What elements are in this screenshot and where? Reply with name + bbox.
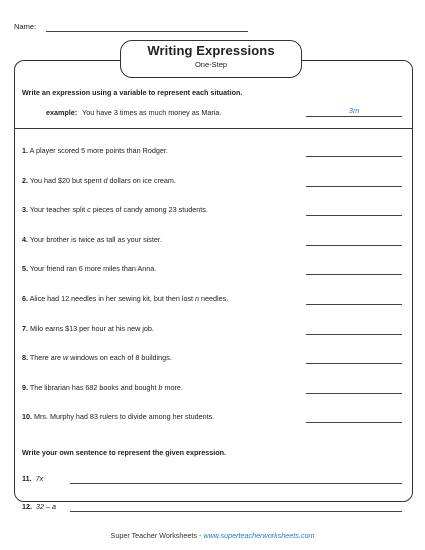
question-9	[22, 383, 183, 392]
question-2	[22, 176, 176, 185]
example-answer-line	[306, 116, 402, 117]
question-variable: b	[158, 382, 163, 392]
answer-line-5[interactable]	[306, 274, 402, 275]
question-text-pre: Milo earns $13 per hour at his new job.	[30, 323, 154, 333]
answer-line-4[interactable]	[306, 245, 402, 246]
question-text-post: more.	[162, 382, 183, 392]
expression-item-11	[22, 474, 43, 483]
question-text-pre: A player scored 5 more points than Rodger.	[29, 146, 168, 155]
question-text-pre: Alice had 12 needles in her sewing kit, but then lost	[29, 294, 196, 303]
name-label: Name:	[14, 22, 37, 31]
answer-line-10[interactable]	[306, 422, 402, 423]
answer-line-3[interactable]	[306, 215, 402, 216]
question-number: 9.	[22, 382, 28, 392]
item-expression: 32 – a	[36, 502, 56, 511]
answer-line-7[interactable]	[306, 334, 402, 335]
page-title: Writing Expressions	[147, 43, 275, 58]
question-number: 7.	[22, 323, 28, 333]
question-text-pre: Mrs. Murphy had 83 rulers to divide among her students.	[34, 412, 215, 422]
name-field[interactable]	[46, 31, 248, 32]
question-text-post: pieces of candy among 23 students.	[90, 205, 208, 215]
expression-item-12	[22, 502, 56, 511]
question-8	[22, 353, 172, 362]
answer-line-6[interactable]	[306, 304, 402, 305]
question-7	[22, 324, 154, 333]
footer	[0, 531, 425, 540]
question-text-post: windows on each of 8 buildings.	[68, 353, 172, 363]
question-text-pre: There are	[29, 353, 64, 363]
question-6	[22, 294, 228, 303]
question-text-pre: Your friend ran 6 more miles than Anna.	[29, 264, 157, 274]
answer-line-2[interactable]	[306, 186, 402, 187]
worksheet-frame	[14, 60, 413, 502]
question-4	[22, 235, 162, 244]
question-text-post: dollars on ice cream.	[107, 175, 176, 185]
question-number: 3.	[22, 205, 28, 215]
answer-line-9[interactable]	[306, 393, 402, 394]
section-divider	[14, 128, 413, 129]
question-variable: d	[103, 175, 108, 185]
sentence-line-12[interactable]	[70, 511, 402, 512]
question-variable: c	[87, 205, 91, 215]
question-text-pre: Your brother is twice as tall as your sister.	[29, 234, 162, 244]
question-text-post: needles.	[199, 294, 229, 303]
example-label: example:	[46, 108, 78, 117]
question-number: 8.	[22, 353, 28, 363]
title-box	[120, 40, 302, 78]
question-number: 2.	[22, 175, 28, 185]
question-10	[22, 412, 214, 421]
footer-url[interactable]: www.superteacherworksheets.com	[203, 531, 315, 540]
question-variable: w	[63, 353, 69, 363]
question-number: 6.	[22, 294, 28, 303]
question-5	[22, 264, 156, 273]
answer-line-8[interactable]	[306, 363, 402, 364]
footer-brand: Super Teacher Worksheets -	[110, 531, 204, 540]
item-number: 12.	[22, 502, 32, 511]
example-answer: 3m	[348, 106, 360, 115]
question-3	[22, 205, 208, 214]
question-text-pre: You had $20 but spent	[29, 175, 104, 185]
question-variable: n	[195, 294, 200, 303]
question-1	[22, 146, 168, 155]
answer-line-1[interactable]	[306, 156, 402, 157]
question-number: 5.	[22, 264, 28, 274]
sentence-line-11[interactable]	[70, 483, 402, 484]
question-text-pre: The librarian has 682 books and bought	[29, 382, 159, 392]
question-number: 4.	[22, 234, 28, 244]
example-row	[46, 108, 221, 117]
item-expression: 7x	[35, 474, 44, 483]
page-subtitle: One-Step	[194, 60, 228, 69]
part1-instruction: Write an expression using a variable to represent each situation.	[22, 88, 243, 97]
question-number: 1.	[22, 146, 28, 155]
question-text-pre: Your teacher split	[29, 205, 88, 215]
part2-instruction: Write your own sentence to represent the given expression.	[22, 448, 226, 457]
item-number: 11.	[22, 474, 32, 483]
question-number: 10.	[22, 412, 32, 422]
example-text: You have 3 times as much money as Maria.	[82, 108, 222, 117]
